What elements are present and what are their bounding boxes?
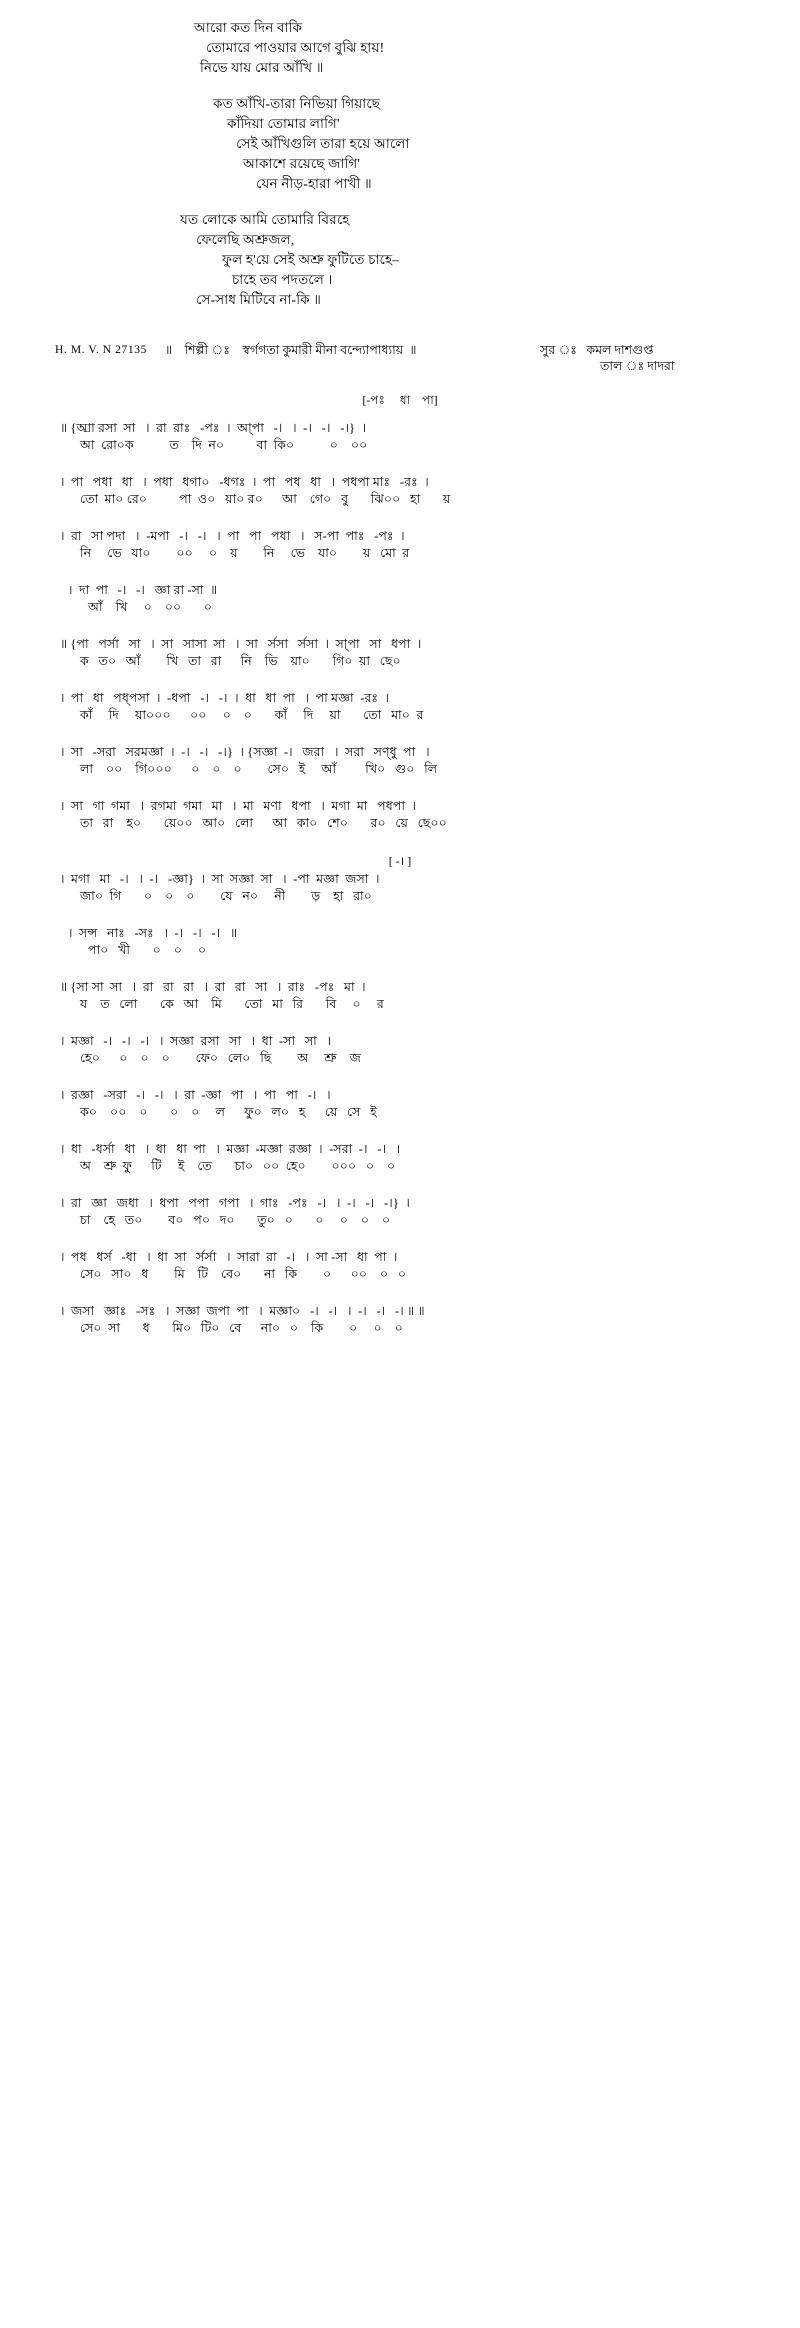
swara-line: । পা পধা ধা । পধা ধগা০ -ধগঃ । পা পধ ধা । পধপা মাঃ -রঃ ।: [60, 475, 429, 489]
lyric-under-line: জা০ গি ০ ০ ০ যে ন০ নী ড় হা রা০: [80, 889, 372, 903]
lyric-under-line: কাঁ দি য়া০০০ ০০ ০ ০ কাঁ দি য়া তো মা০ র: [80, 708, 424, 722]
notation-staff: [0, 925, 800, 959]
lyric-line: নিভে যায় মোর আঁখি ॥: [200, 60, 324, 75]
lyric-under-line: পা০ খী ০ ০ ০: [88, 943, 207, 957]
swara-line: । সা ​গা গমা । রগমা গমা মা । মা মণা ধপা । মগা মা পধপা ।: [60, 799, 417, 813]
swara-line: । পধ ধর্স -ধা । ​ধা সা র্সর্সা । ​সা​রা রা -। । ​সা -সা ​ধা ​পা ।: [60, 1250, 398, 1264]
lyric-line: কত আঁখি-তারা নিভিয়া গিয়াছে: [213, 96, 381, 111]
lyric-under-line: ক ত০ আঁ খি তা রা নি ভি য়া০ গি০ য়া ছে০: [80, 654, 401, 668]
notation-staff: [0, 528, 800, 562]
swara-line: । ধা -ধর্সা ​ধা । ধা ​ধা পা । মজ্ঞা -মজ্ঞা রজ্ঞা । -সরা -। -। ।: [60, 1142, 401, 1156]
lyric-under-line: আ রো০ক ত দি ন০ বা কি০ ০ ০০: [80, 438, 368, 452]
swara-line: ॥ {​সা সা সা । ​রা রা রা । রা রা সা । রাঃ -পঃ ​মা ।: [60, 980, 366, 994]
lyric-under-line: লা ০০ গি০০০ ০ ০ ০ সে০ ই আঁ খি০ গু০ লি: [80, 762, 438, 776]
notation-staff: [0, 582, 800, 616]
notation-staff: [0, 1141, 800, 1175]
composer-credit: সুর ঃ কমল দাশগুপ্ত: [540, 343, 654, 357]
lyric-under-line: আঁ খি ০ ০০ ০: [88, 600, 212, 614]
notation-staff: [0, 1195, 800, 1229]
lyric-line: সেই আঁখিগুলি তারা হয়ে আলো: [236, 136, 410, 151]
lyric-line: ফেলেছি অশ্রুজল,: [196, 232, 295, 247]
swara-line: ॥ {​পা পর্সা সা । সা ​সা​সা সা । সা র্সসা র্সসা । সা্পা সা ​ধপা ।: [60, 637, 422, 651]
notation-staff: [0, 798, 800, 832]
notation-staff: [0, 744, 800, 778]
swara-line: । সা -সরা সরমজ্ঞা । -। -। -।} । {সজ্ঞা -। জরা । সরা সণ্ধু পা ।: [60, 745, 430, 759]
lyric-stanza: [0, 18, 800, 78]
lyric-under-line: তো মা০ রে০ পা ও০ য়া০ র০ আ গে০ বু ঝি০০ হা য়: [80, 492, 451, 506]
swara-line: । ​দা পা -। -। ​জ্ঞা ​রা -সা ॥: [68, 583, 218, 597]
notation-staff: [0, 1087, 800, 1121]
lyric-line: চাহে তব পদতলে ।: [232, 272, 333, 287]
lyric-under-line: য ত লো কে আ মি তো মা রি বি ০ র: [80, 997, 384, 1011]
notation-staff: [0, 1303, 800, 1337]
notation-staff: [0, 979, 800, 1013]
notation-header: [-পঃ ধা ​পা]: [362, 393, 438, 407]
swara-line: । রজ্ঞা -সরা -। -। । ​রা -জ্ঞা ​পা । পা পা -। ।: [60, 1088, 331, 1102]
lyric-line: ফুল হ'য়ে সেই অশ্রু ফুটিতে চাহে–: [222, 252, 400, 267]
notation-staff: [0, 1033, 800, 1067]
lyric-under-line: অ শ্রু ফু টি ই তে চা০ ০০ হে০ ০০০ ০ ০: [80, 1159, 396, 1173]
swara-line: । ​পা ধা পধ্পসা । -ধপা -। ​-। । ধা ​ধা ​পা । ​পা মজ্ঞা -রঃ ।: [60, 691, 390, 705]
swara-line: । রা ​সা পদা । -মপা -। -। । পা ​পা পধা । ​স-পা পাঃ -পঃ ।: [60, 529, 405, 543]
lyric-under-line: সে০ সা ধ মি০ টি০ বে না০ ০ কি ০ ০ ০: [80, 1321, 403, 1335]
swara-line: । রা জ্ঞা জধা । ধপা পপা গপা । গাঃ -পঃ -। । -। -। -।} ।: [60, 1196, 410, 1210]
lyric-under-line: ক০ ০০ ০ ০ ০ ল ফু০ ল০ হ য়ে সে ই: [80, 1105, 377, 1119]
swara-line: । সন্স নাঃ -সঃ । -। -। -। ॥: [68, 926, 238, 940]
lyric-line: তোমারে পাওয়ার আগে বুঝি হায়!: [206, 40, 385, 55]
artist-credit: ॥ শিল্পী ঃ স্বর্গগতা কুমারী মীনা বন্দ্যোপাধ্যায় ॥: [165, 343, 417, 357]
notation-mid-header: [ -। ]: [388, 854, 412, 868]
lyric-line: আকাশে রয়েছে জাগি': [243, 156, 361, 171]
lyric-stanza: [0, 210, 800, 310]
lyric-under-line: সে০ সা০ ধ মি টি বে০ না কি ০ ০০ ০ ০: [80, 1267, 407, 1281]
swara-line: ॥ {​আ্রা রসা সা । রা রাঃ -পঃ । ​আ্পা -। । -। -। -।} ।: [60, 421, 367, 435]
notation-staff: [0, 636, 800, 670]
lyric-line: যত লোকে আমি তোমারি বিরহে: [180, 212, 350, 227]
lyric-line: আরো কত দিন বাকি: [194, 20, 303, 35]
notation-staff: [0, 1249, 800, 1283]
notation-staff: [0, 690, 800, 724]
taal-credit: তাল ঃ দাদরা: [600, 359, 675, 373]
lyric-line: যেন নীড়-হারা পাখী ॥: [256, 176, 372, 191]
swara-line: । মগা মা -। । -। -জ্ঞা} । সা সজ্ঞা সা । -পা মজ্ঞা জসা ।: [60, 872, 380, 886]
lyric-under-line: হে০ ০ ০ ০ ফে০ লে০ ছি অ শ্রু জ: [80, 1051, 361, 1065]
lyrics-section: [0, 0, 800, 310]
lyric-line: কাঁদিয়া তোমার লাগি': [227, 116, 340, 131]
lyric-line: সে-সাধ মিটিবে না-কি ॥: [196, 292, 322, 307]
notation-section: [0, 392, 800, 1397]
notation-staff: [0, 871, 800, 905]
notation-staff: [0, 474, 800, 508]
lyric-under-line: চা হে ত০ ব০ প০ দ০ তু০ ০ ০ ০ ০ ০: [80, 1213, 391, 1227]
lyric-stanza: [0, 94, 800, 194]
swara-line: । জসা জ্ঞাঃ -সঃ । সজ্ঞা জপা পা । মজ্ঞা০ -। -। । -। -। -। ॥ ॥: [60, 1304, 425, 1318]
swara-line: । মজ্ঞা -। -। -। । সজ্ঞা রসা সা । ​ধা -সা সা ।: [60, 1034, 332, 1048]
lyric-under-line: নি ভে যা০ ০০ ০ য় নি ভে যা০ য় মো র: [80, 546, 410, 560]
lyric-under-line: তা রা হ০ য়ে০০ আ০ লো আ কা০ শে০ র০ য়ে ছে০০: [80, 816, 447, 830]
notation-staff: [0, 420, 800, 454]
credits-row: [0, 336, 800, 376]
catalogue-number: H. M. V. N 27135: [55, 344, 147, 356]
